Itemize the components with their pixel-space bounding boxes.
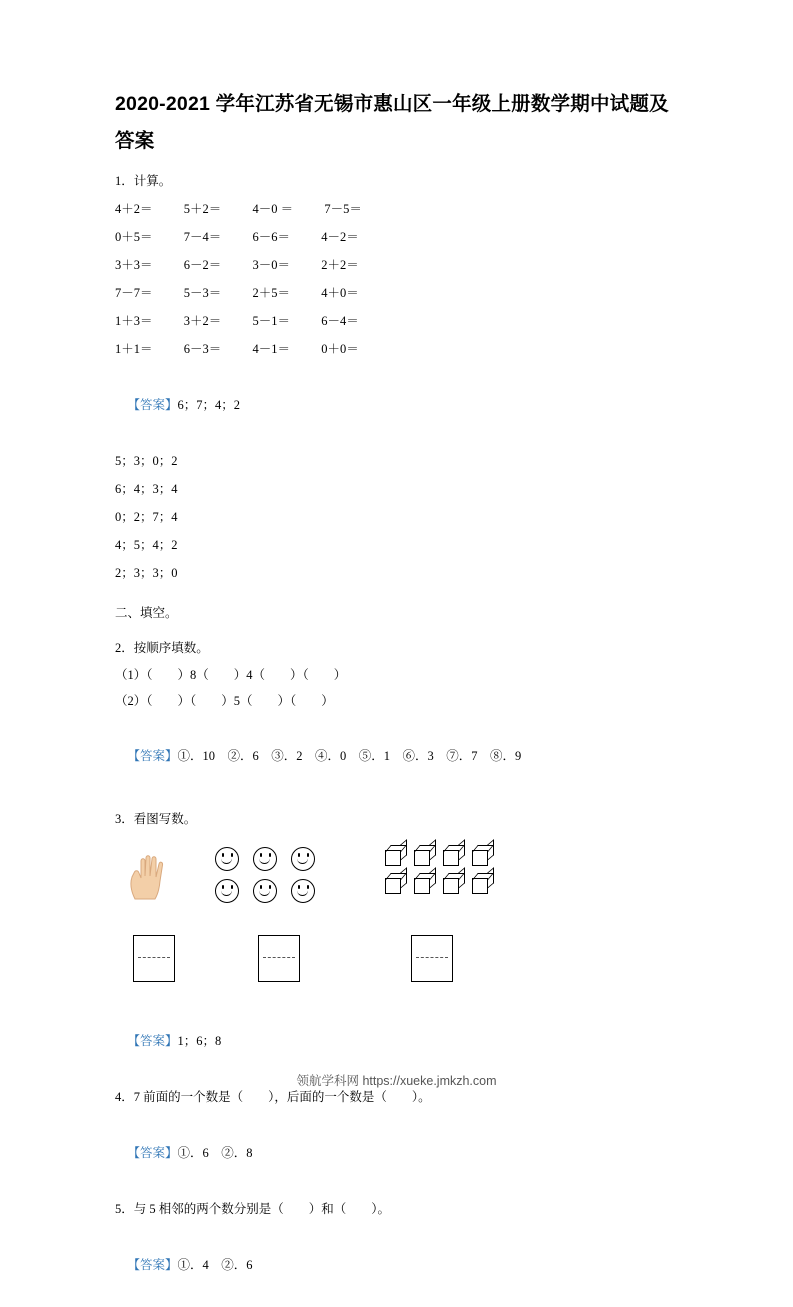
smiley-face-icon <box>253 879 277 903</box>
question-4-answer <box>115 1111 678 1195</box>
cube-icon <box>443 850 459 866</box>
answer-line: 2；3；3；0 <box>115 566 178 580</box>
smiley-face-icon <box>215 847 239 871</box>
question-1-heading: 1．计算。 <box>115 174 172 188</box>
smiley-face-icon <box>291 879 315 903</box>
question-5-heading: 5．与 5 相邻的两个数分别是（ ）和（ ）。 <box>115 1202 391 1216</box>
question-4-heading: 4．7 前面的一个数是（ ），后面的一个数是（ ）。 <box>115 1090 431 1104</box>
calc-row: 1＋3＝ 3＋2＝ 5－1＝ 6－4＝ <box>115 314 359 328</box>
cube-row <box>385 877 497 895</box>
hand-icon <box>125 853 177 901</box>
page-footer: 领航学科网 https://xueke.jmkzh.com <box>296 1074 497 1088</box>
question-2-answer <box>115 714 678 798</box>
answer-value: 6；7；4；2 <box>177 398 241 412</box>
page-title: 2020-2021 学年江苏省无锡市惠山区一年级上册数学期中试题及答案 <box>115 93 669 152</box>
answer-value: ①．6 ②．8 <box>177 1146 253 1160</box>
answer-tag: 【答案】 <box>127 749 178 763</box>
cube-icon <box>472 878 488 894</box>
smiley-row <box>215 847 325 871</box>
answer-tag: 【答案】 <box>127 1258 178 1272</box>
answer-line: 0；2；7；4 <box>115 510 178 524</box>
smiley-face-icon <box>215 879 239 903</box>
question-2-heading: 2．按顺序填数。 <box>115 641 209 655</box>
answer-tag: 【答案】 <box>127 1034 178 1048</box>
calc-row: 7－7＝ 5－3＝ 2＋5＝ 4＋0＝ <box>115 286 359 300</box>
answer-box[interactable] <box>411 935 453 982</box>
answer-line: 6；4；3；4 <box>115 482 178 496</box>
answer-tag: 【答案】 <box>127 398 178 412</box>
smiley-face-icon <box>253 847 277 871</box>
fill-row: （2）（ ）（ ）5（ ）（ ） <box>115 694 334 708</box>
question-1-answer-first-line <box>115 363 678 447</box>
cube-row <box>385 849 497 867</box>
question-3-figure <box>115 839 678 999</box>
smiley-row <box>215 879 325 903</box>
answer-box[interactable] <box>133 935 175 982</box>
answer-line: 4；5；4；2 <box>115 538 178 552</box>
answer-value: ①．4 ②．6 <box>177 1258 253 1272</box>
cube-icon <box>414 850 430 866</box>
cube-icon <box>472 850 488 866</box>
question-5-answer <box>115 1223 678 1307</box>
cube-icon <box>385 878 401 894</box>
answer-value: ①．10 ②．6 ③．2 ④．0 ⑤．1 ⑥．3 ⑦．7 ⑧．9 <box>177 749 522 763</box>
section-2-heading: 二、填空。 <box>115 606 178 620</box>
cube-icon <box>443 878 459 894</box>
calc-row: 1＋1＝ 6－3＝ 4－1＝ 0＋0＝ <box>115 342 359 356</box>
answer-tag: 【答案】 <box>127 1146 178 1160</box>
answer-line: 5；3；0；2 <box>115 454 178 468</box>
smiley-face-icon <box>291 847 315 871</box>
calc-row: 4＋2＝ 5＋2＝ 4－0 ＝ 7－5＝ <box>115 202 362 216</box>
question-3-heading: 3．看图写数。 <box>115 812 197 826</box>
cube-grid <box>385 849 497 905</box>
fill-row: （1）（ ）8（ ）4（ ）（ ） <box>115 668 347 682</box>
answer-box[interactable] <box>258 935 300 982</box>
cube-icon <box>414 878 430 894</box>
cube-icon <box>385 850 401 866</box>
calc-row: 0＋5＝ 7－4＝ 6－6＝ 4－2＝ <box>115 230 359 244</box>
answer-value: 1；6；8 <box>177 1034 222 1048</box>
calc-row: 3＋3＝ 6－2＝ 3－0＝ 2＋2＝ <box>115 258 359 272</box>
smiley-grid <box>215 847 325 911</box>
